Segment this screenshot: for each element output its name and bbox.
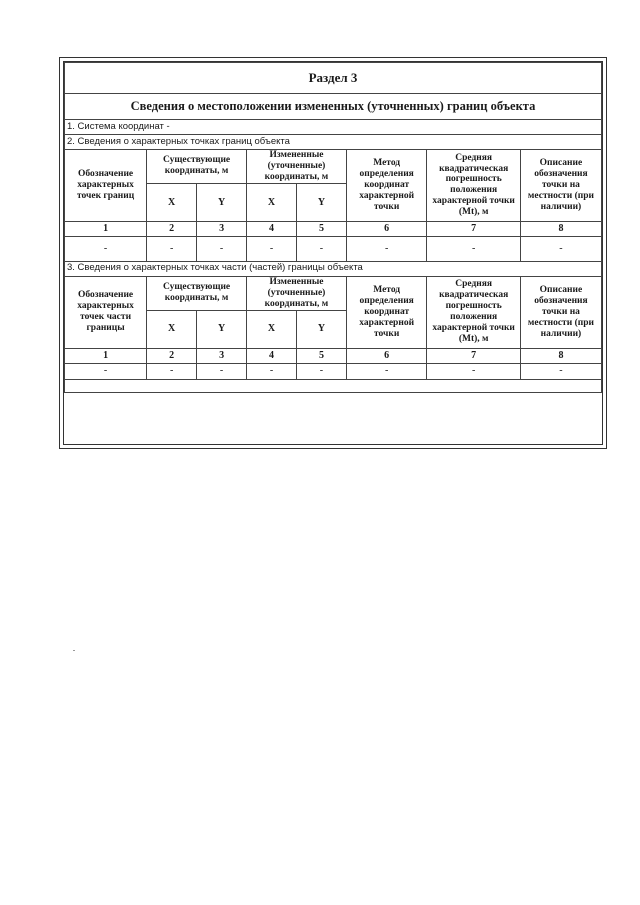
empty-row bbox=[65, 379, 602, 392]
coordinate-system-line: 1. Система координат - bbox=[65, 120, 602, 135]
part2-description-header: Описание обозначения точки на местности (при наличии) bbox=[520, 150, 601, 222]
part3-data-cell: - bbox=[147, 363, 197, 379]
part3-existing-x: X bbox=[147, 310, 197, 348]
part2-existing-coords-header: Существующие координаты, м bbox=[147, 150, 247, 184]
part2-heading: 2. Сведения о характерных точках границ объекта bbox=[65, 135, 602, 150]
part2-col-number: 5 bbox=[296, 221, 346, 236]
part2-col-number: 1 bbox=[65, 221, 147, 236]
part2-data-cell: - bbox=[296, 236, 346, 261]
part3-data-cell: - bbox=[520, 363, 601, 379]
part2-changed-x: X bbox=[247, 183, 297, 221]
part2-existing-x: X bbox=[147, 183, 197, 221]
part3-existing-y: Y bbox=[197, 310, 247, 348]
part3-data-cell: - bbox=[296, 363, 346, 379]
part2-col-number: 7 bbox=[427, 221, 520, 236]
document-frame bbox=[59, 57, 607, 449]
part3-data-cell: - bbox=[247, 363, 297, 379]
part3-col-number: 7 bbox=[427, 348, 520, 363]
part3-data-cell: - bbox=[346, 363, 427, 379]
part3-changed-y: Y bbox=[296, 310, 346, 348]
part3-method-header: Метод определения координат характерной точки bbox=[346, 276, 427, 348]
part2-method-header: Метод определения координат характерной точки bbox=[346, 150, 427, 222]
document-inner-border bbox=[63, 61, 603, 445]
part3-data-cell: - bbox=[427, 363, 520, 379]
part3-changed-coords-header: Измененные (уточненные) координаты, м bbox=[247, 276, 347, 310]
part3-col-number: 5 bbox=[296, 348, 346, 363]
part3-col-number: 1 bbox=[65, 348, 147, 363]
part2-error-header: Средняя квадратическая погрешность положения характерной точки (Mt), м bbox=[427, 150, 520, 222]
part2-changed-y: Y bbox=[296, 183, 346, 221]
part2-data-cell: - bbox=[197, 236, 247, 261]
part3-col-number: 2 bbox=[147, 348, 197, 363]
part3-existing-coords-header: Существующие координаты, м bbox=[147, 276, 247, 310]
part3-data-cell: - bbox=[197, 363, 247, 379]
part3-error-header: Средняя квадратическая погрешность положения характерной точки (Mt), м bbox=[427, 276, 520, 348]
part3-col-number: 8 bbox=[520, 348, 601, 363]
part2-existing-y: Y bbox=[197, 183, 247, 221]
part2-col-number: 8 bbox=[520, 221, 601, 236]
part2-col-number: 4 bbox=[247, 221, 297, 236]
part2-designation-header: Обозначение характерных точек границ bbox=[65, 150, 147, 222]
part2-col-number: 2 bbox=[147, 221, 197, 236]
section-3-table bbox=[64, 62, 602, 393]
section-subtitle: Сведения о местоположении измененных (уточненных) границ объекта bbox=[65, 94, 602, 120]
scan-speck bbox=[73, 650, 75, 651]
part3-heading: 3. Сведения о характерных точках части (частей) границы объекта bbox=[65, 261, 602, 276]
part3-description-header: Описание обозначения точки на местности (при наличии) bbox=[520, 276, 601, 348]
part3-changed-x: X bbox=[247, 310, 297, 348]
part3-col-number: 6 bbox=[346, 348, 427, 363]
part2-data-cell: - bbox=[247, 236, 297, 261]
part3-col-number: 3 bbox=[197, 348, 247, 363]
section-title: Раздел 3 bbox=[65, 63, 602, 94]
part3-col-number: 4 bbox=[247, 348, 297, 363]
part2-col-number: 3 bbox=[197, 221, 247, 236]
part2-data-cell: - bbox=[520, 236, 601, 261]
part3-data-cell: - bbox=[65, 363, 147, 379]
part2-data-cell: - bbox=[346, 236, 427, 261]
part3-designation-header: Обозначение характерных точек части границы bbox=[65, 276, 147, 348]
part2-data-cell: - bbox=[65, 236, 147, 261]
part2-changed-coords-header: Измененные (уточненные) координаты, м bbox=[247, 150, 347, 184]
part2-data-cell: - bbox=[147, 236, 197, 261]
part2-data-cell: - bbox=[427, 236, 520, 261]
part2-col-number: 6 bbox=[346, 221, 427, 236]
